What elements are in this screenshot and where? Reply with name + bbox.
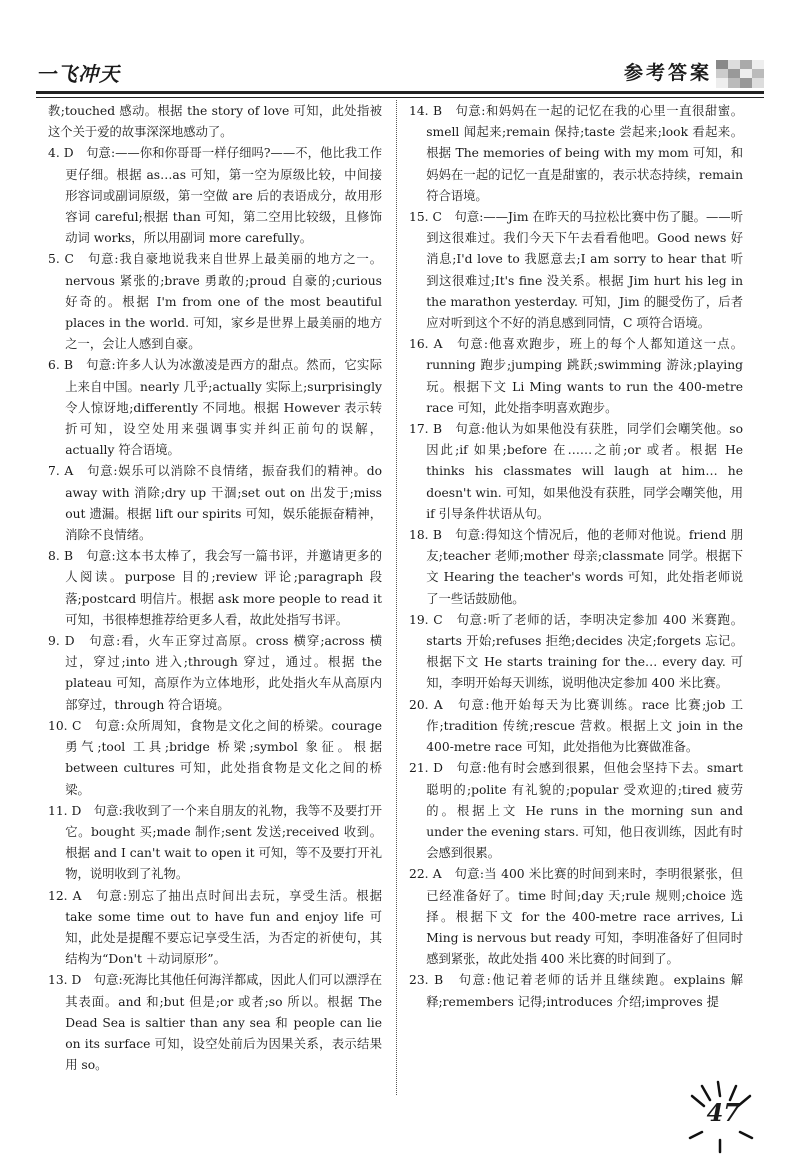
- column-divider: [396, 100, 397, 1095]
- left-column: [48, 101, 382, 1076]
- answer-entry: 10. C 句意:众所周知，食物是文化之间的桥梁。courage 勇气;tool 工具;bridge 桥梁;symbol 象征。根据 between cultures 可知，此处指食物是文化之间的桥梁。: [48, 718, 382, 797]
- answer-entry: 11. D 句意:我收到了一个来自朋友的礼物，我等不及要打开它。bought 买;made 制作;sent 发送;received 收到。根据 and I can't wait to open it 可知，等不及要打开礼物，说明收到了礼物。: [48, 803, 382, 882]
- answer-entry: 8. B 句意:这本书太棒了，我会写一篇书评，并邀请更多的人阅读。purpose 目的;review 评论;paragraph 段落;postcard 明信片。根据 ask more people to read it 可知，书很棒想推荐给更多人看，故此处指写书评。: [48, 549, 382, 627]
- answer-entry: 23. B 句意:他记着老师的话并且继续跑。explains 解释;remembers 记得;introduces 介绍;improves 提: [409, 973, 743, 1009]
- answer-entry: 13. D 句意:死海比其他任何海洋都咸，因此人们可以漂浮在其表面。and 和;but 但是;or 或者;so 所以。根据 The Dead Sea is saltier than any sea 和 people can lie on its surface 可知，设空处前后为因果关系，表示结果用 so。: [48, 973, 382, 1073]
- answer-entry: 4. D 句意:——你和你哥哥一样仔细吗?——不，他比我工作更仔细。根据 as…as 可知，第一空为原级比较，中间接形容词或副词原级，第一空做 are 后的表语成分，故用形容词 careful;根据 than 可知，第二空用比较级，且修饰动词 works，所以用副词 more carefully。: [48, 146, 382, 246]
- section-title: 参考答案: [623, 62, 712, 84]
- page-number: 47: [706, 1098, 740, 1127]
- header-rule-thin: [36, 97, 764, 98]
- answer-entry: 6. B 句意:许多人认为冰激凌是西方的甜点。然而，它实际上来自中国。nearly 几乎;actually 实际上;surprisingly 令人惊讶地;differently 不同地。根据 However 表示转折可知，设空处用来强调事实并纠正前句的误解，actually 符合语境。: [48, 358, 382, 458]
- answer-entry: 7. A 句意:娱乐可以消除不良情绪，振奋我们的精神。do away with 消除;dry up 干涸;set out on 出发于;miss out 遗漏。根据 lift our spirits 可知，娱乐能振奋精神，消除不良情绪。: [48, 464, 382, 543]
- right-column: [409, 101, 743, 1013]
- answer-entry: 21. D 句意:他有时会感到很累，但他会坚持下去。smart 聪明的;polite 有礼貌的;popular 受欢迎的;tired 疲劳的。根据上文 He runs in the morning sun and under the evening stars. 可知，他日夜训练，因此有时会感到很累。: [409, 761, 743, 861]
- answer-entry: 17. B 句意:他认为如果他没有获胜，同学们会嘲笑他。so 因此;if 如果;before 在……之前;or 或者。根据 He thinks his classmates will laugh at him… he doesn't win. 可知，如果他没有获胜，同学会嘲笑他，用 if 引导条件状语从句。: [409, 422, 743, 521]
- book-logo: 一飞冲天: [36, 62, 120, 86]
- checker-decoration-icon: [716, 60, 764, 88]
- answer-entry: 14. B 句意:和妈妈在一起的记忆在我的心里一直很甜蜜。smell 闻起来;remain 保持;taste 尝起来;look 看起来。根据 The memories of being with my mom 可知，和妈妈在一起的记忆一直是甜蜜的，表示状态持续，remain 符合语境。: [409, 104, 743, 203]
- answer-entry: 18. B 句意:得知这个情况后，他的老师对他说。friend 朋友;teacher 老师;mother 母亲;classmate 同学。根据下文 Hearing the teacher's words 可知，此处指老师说了一些话鼓励他。: [409, 528, 743, 606]
- answer-entry: 教;touched 感动。根据 the story of love 可知，此处指被这个关于爱的故事深深地感动了。: [48, 104, 382, 140]
- answer-entry: 20. A 句意:他开始每天为比赛训练。race 比赛;job 工作;tradition 传统;rescue 营救。根据上文 join in the 400-metre race 可知，此处指他为比赛做准备。: [409, 697, 743, 755]
- answer-entry: 22. A 句意:当 400 米比赛的时间到来时，李明很紧张，但已经准备好了。time 时间;day 天;rule 规则;choice 选择。根据下文 for the 400-metre race arrives, Li Ming is nervous but ready 可知，李明准备好了但同时感到紧张，故此处指 400 米比赛的时间到了。: [409, 867, 743, 967]
- answer-entry: 16. A 句意:他喜欢跑步，班上的每个人都知道这一点。running 跑步;jumping 跳跃;swimming 游泳;playing 玩。根据下文 Li Ming wants to run the 400-metre race 可知，此处指李明喜欢跑步。: [409, 337, 743, 415]
- answer-entry: 12. A 句意:别忘了抽出点时间出去玩，享受生活。根据 take some time out to have fun and enjoy life 可知，此处是提醒不要忘记享受生活，为否定的祈使句，其结构为“Don't ＋动词原形”。: [48, 888, 382, 967]
- answer-entry: 15. C 句意:——Jim 在昨天的马拉松比赛中伤了腿。——听到这很难过。我们今天下午去看看他吧。Good news 好消息;I'd love to 我愿意去;I am sorry to hear that 听到这很难过;It's fine 没关系。根据 Jim hurt his leg in the marathon yesterday. 可知，Jim 的腿受伤了，后者应对听到这个不好的消息感到同情，C 项符合语境。: [409, 210, 743, 331]
- answer-entry: 9. D 句意:看，火车正穿过高原。cross 横穿;across 横过，穿过;into 进入;through 穿过，通过。根据 the plateau 可知，高原作为立体地形，此处指火车从高原内部穿过，through 符合语境。: [48, 634, 382, 712]
- header-rule-thick: [36, 91, 764, 94]
- answer-entry: 5. C 句意:我自豪地说我来自世界上最美丽的地方之一。nervous 紧张的;brave 勇敢的;proud 自豪的;curious 好奇的。根据 I'm from one of the most beautiful places in the world. 可知，家乡是世界上最美丽的地方之一，会让人感到自豪。: [48, 252, 382, 352]
- answer-entry: 19. C 句意:听了老师的话，李明决定参加 400 米赛跑。starts 开始;refuses 拒绝;decides 决定;forgets 忘记。根据下文 He starts training for the… every day. 可知，李明开始每天训练，说明他决定参加 400 米比赛。: [409, 612, 743, 691]
